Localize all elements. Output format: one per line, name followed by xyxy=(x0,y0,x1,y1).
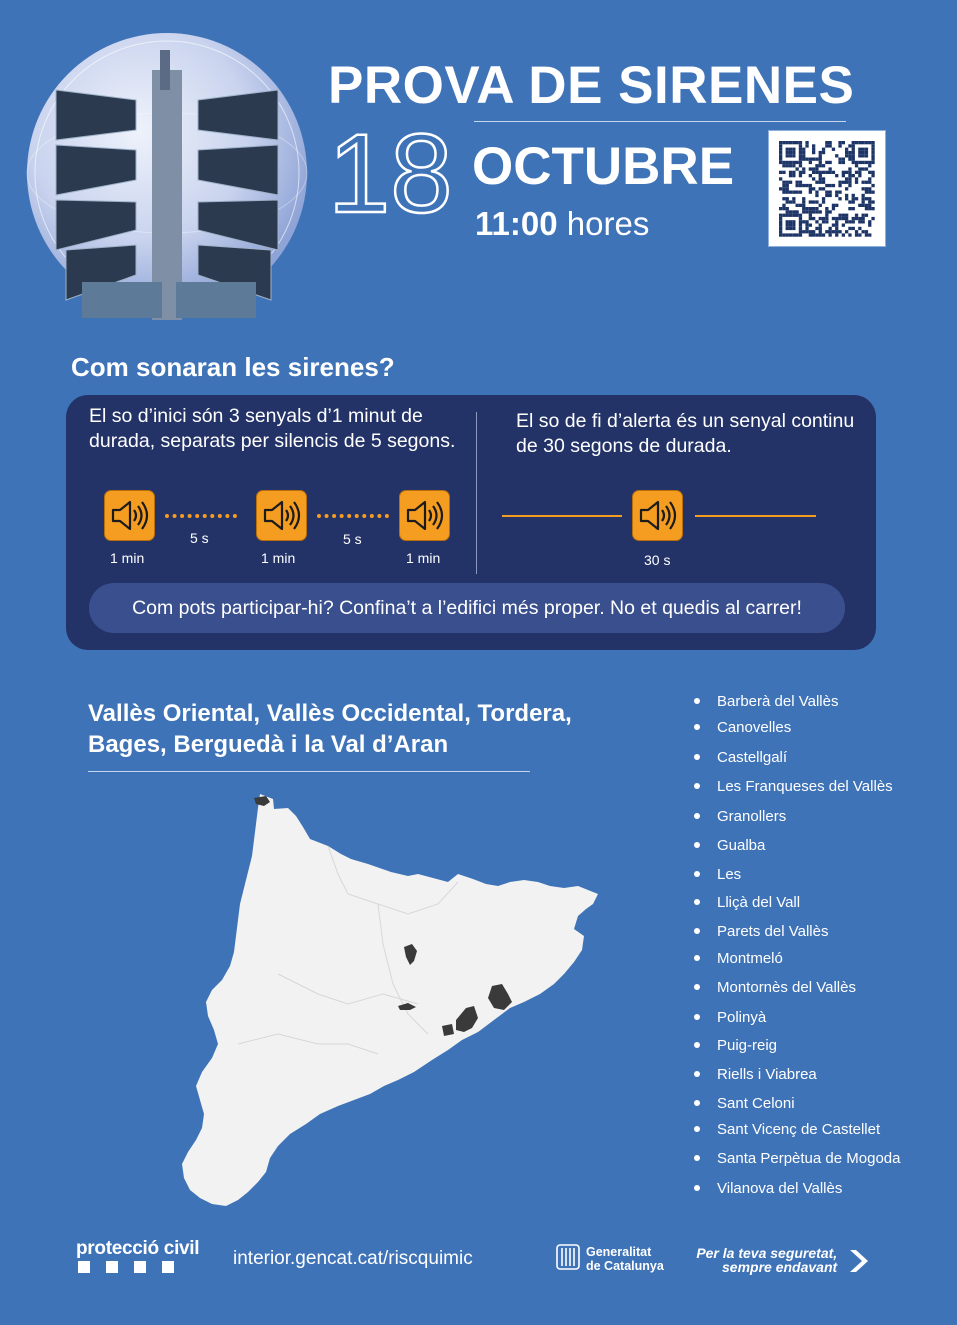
bullet-icon xyxy=(694,698,700,704)
bullet-icon xyxy=(694,813,700,819)
proteccio-civil-logo: protecció civil xyxy=(76,1238,200,1259)
bullet-icon xyxy=(694,754,700,760)
start-signal-description: El so d’inici són 3 senyals d’1 minut de durada, separats per silencis de 5 segons. xyxy=(89,405,456,452)
bullet-icon xyxy=(694,1155,700,1161)
participation-instructions: Com pots participar-hi? Confina’t a l’edifici més proper. No et quedis al carrer! xyxy=(89,583,845,633)
speaker-icon xyxy=(256,490,307,541)
signal-duration-label: 1 min xyxy=(406,550,441,566)
event-time-value: 11:00 xyxy=(475,205,558,242)
panel-divider xyxy=(476,412,477,574)
bullet-icon xyxy=(694,928,700,934)
speaker-icon xyxy=(104,490,155,541)
info-url-link[interactable]: interior.gencat.cat/riscquimic xyxy=(233,1248,473,1269)
bullet-icon xyxy=(694,1071,700,1077)
event-month: OCTUBRE xyxy=(472,137,735,196)
region-title: Vallès Oriental, Vallès Occidental, Tordera, Bages, Berguedà i la Val d’Aran xyxy=(88,700,572,758)
bullet-icon xyxy=(694,899,700,905)
bullet-icon xyxy=(694,1014,700,1020)
qr-code[interactable] xyxy=(768,130,886,247)
silence-dots xyxy=(165,514,237,522)
bullet-icon xyxy=(694,842,700,848)
bullet-icon xyxy=(694,984,700,990)
event-time-unit: hores xyxy=(566,205,650,242)
slogan: Per la teva seguretat, sempre endavant xyxy=(696,1245,838,1275)
event-day: 18 xyxy=(328,111,453,236)
bullet-icon xyxy=(694,1100,700,1106)
siren-illustration xyxy=(26,30,308,320)
end-signal-description: El so de fi d’alerta és un senyal continu de 30 segons de durada. xyxy=(516,410,855,457)
silence-dots xyxy=(317,514,389,522)
bullet-icon xyxy=(694,783,700,789)
region-title-divider xyxy=(88,771,530,772)
event-time xyxy=(475,204,649,244)
generalitat-emblem-icon xyxy=(556,1244,580,1270)
poster-title: PROVA DE SIRENES xyxy=(328,56,855,115)
bullet-icon xyxy=(694,955,700,961)
catalonia-map xyxy=(178,794,603,1208)
speaker-icon xyxy=(399,490,450,541)
generalitat-logo-text: Generalitat de Catalunya xyxy=(586,1245,664,1273)
continuous-signal-line xyxy=(695,515,816,517)
section-title-sirens: Com sonaran les sirenes? xyxy=(71,352,395,382)
end-signal-duration-label: 30 s xyxy=(644,552,671,568)
bullet-icon xyxy=(694,1042,700,1048)
continuous-signal-line xyxy=(502,515,622,517)
chevron-right-icon xyxy=(846,1248,872,1274)
bullet-icon xyxy=(694,724,700,730)
bullet-icon xyxy=(694,1126,700,1132)
title-divider xyxy=(474,121,846,122)
silence-duration-label: 5 s xyxy=(343,531,362,547)
silence-duration-label: 5 s xyxy=(190,530,209,546)
speaker-icon xyxy=(632,490,683,541)
signal-duration-label: 1 min xyxy=(261,550,296,566)
signal-duration-label: 1 min xyxy=(110,550,145,566)
bullet-icon xyxy=(694,871,700,877)
bullet-icon xyxy=(694,1185,700,1191)
